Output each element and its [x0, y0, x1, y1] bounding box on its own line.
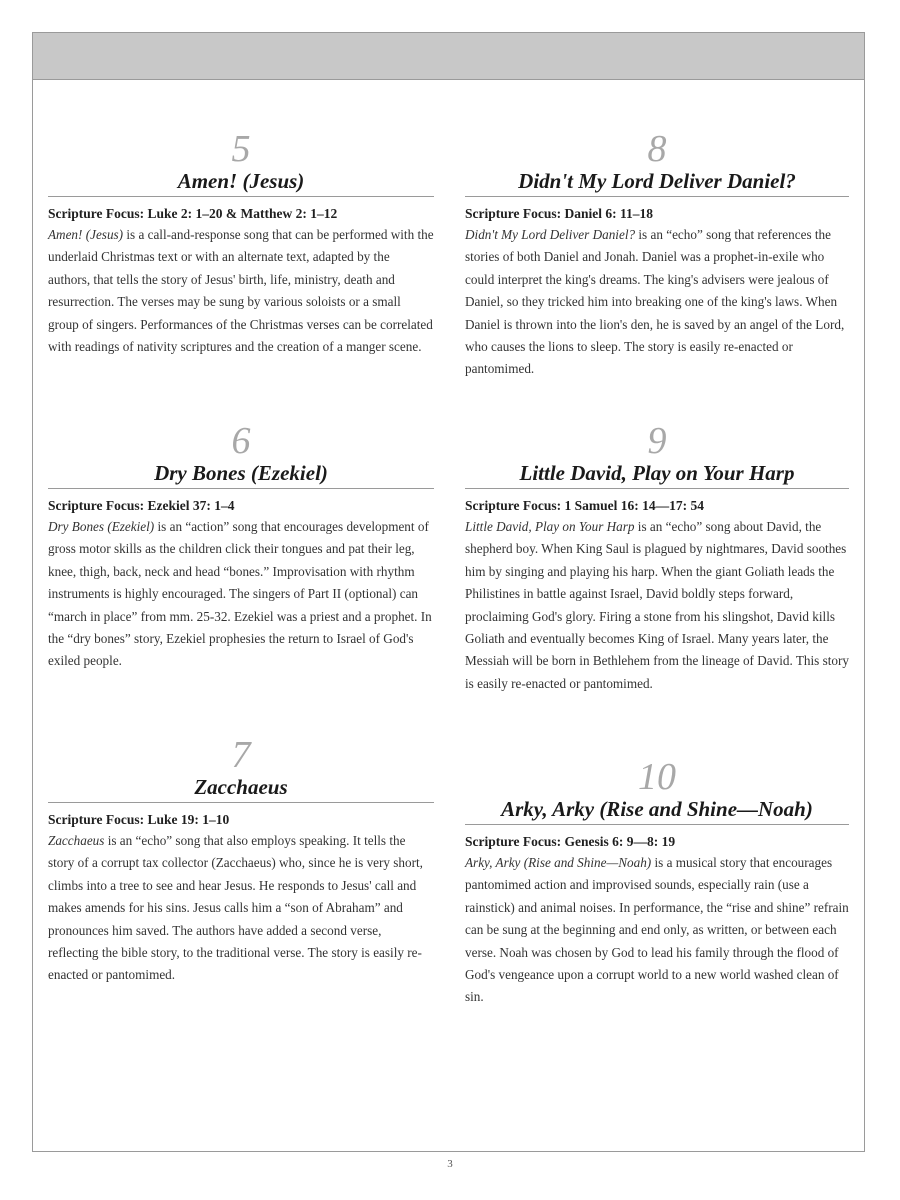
section-5 — [48, 130, 434, 358]
section-6 — [48, 422, 434, 673]
section-title: Zacchaeus — [48, 774, 434, 803]
section-number: 5 — [231, 128, 251, 170]
section-description — [465, 224, 849, 381]
section-number: 7 — [231, 734, 251, 776]
description-text: is an “echo” song that also employs speaking. It tells the story of a corrupt tax collector (Zacchaeus) who, since he is very short, climbs into a tree to see and hear Jesus. He responds to Jesus' call and makes amends for his sins. Jesus calls him a “son of Abraham” and pronounces him saved. The authors have added a second verse, reflecting the bible story, to the traditional verse. The story is easily re-enacted or pantomimed. — [48, 833, 423, 983]
scripture-focus: Scripture Focus: Genesis 6: 9—8: 19 — [465, 834, 676, 849]
section-number: 10 — [638, 756, 676, 798]
song-title-inline: Amen! (Jesus) — [48, 227, 124, 242]
description-text: is an “echo” song that references the stories of both Daniel and Jonah. Daniel was a prophet-in-exile who could interpret the king's dreams. The king's advisers were jealous of Daniel, so they tricked him into breaking one of the king's laws. When Daniel is thrown into the lion's den, he is saved by an angel of the Lord, who causes the lions to sleep. The story is easily re-enacted or pantomimed. — [465, 227, 845, 377]
section-description — [48, 224, 434, 358]
section-7 — [48, 736, 434, 987]
page-number: 3 — [447, 1158, 453, 1170]
section-description — [465, 852, 849, 1009]
scripture-focus: Scripture Focus: Daniel 6: 11–18 — [465, 206, 653, 221]
section-number: 6 — [231, 420, 251, 462]
section-number: 8 — [647, 128, 667, 170]
section-description — [465, 516, 849, 695]
section-title: Didn't My Lord Deliver Daniel? — [465, 168, 849, 197]
header-bar — [33, 33, 864, 80]
section-title: Amen! (Jesus) — [48, 168, 434, 197]
section-9 — [465, 422, 849, 695]
description-text: is an “echo” song about David, the shepherd boy. When King Saul is plagued by nightmares, David soothes him by singing and playing his harp. When the giant Goliath leads the Philistines in battle against Israel, David boldly steps forward, proclaiming God's glory. Firing a stone from his slingshot, David kills Goliath and eventually becomes King of Israel. Many years later, the Messiah will be born in Bethlehem from the lineage of David. This story is easily re-enacted or pantomimed. — [465, 519, 849, 691]
section-description — [48, 516, 434, 673]
description-text: is an “action” song that encourages development of gross motor skills as the children click their tongues and pat their leg, knee, thigh, back, neck and head “bones.” Improvisation with rhythm instruments is highly encouraged. The singers of Part II (optional) can “march in place” from mm. 25-32. Ezekiel was a priest and a prophet. In the “dry bones” story, Ezekiel prophesies the return to Israel of God's exiled people. — [48, 519, 432, 669]
song-title-inline: Dry Bones (Ezekiel) — [48, 519, 155, 534]
song-title-inline: Little David, Play on Your Harp — [465, 519, 635, 534]
song-title-inline: Zacchaeus — [48, 833, 105, 848]
section-8 — [465, 130, 849, 381]
section-title: Dry Bones (Ezekiel) — [48, 460, 434, 489]
scripture-focus: Scripture Focus: Luke 2: 1–20 & Matthew 2: 1–12 — [48, 206, 338, 221]
song-title-inline: Didn't My Lord Deliver Daniel? — [465, 227, 636, 242]
section-title: Little David, Play on Your Harp — [465, 460, 849, 489]
section-number: 9 — [647, 420, 667, 462]
song-title-inline: Arky, Arky (Rise and Shine—Noah) — [465, 855, 652, 870]
section-10 — [465, 758, 849, 1009]
section-description — [48, 830, 434, 987]
scripture-focus: Scripture Focus: 1 Samuel 16: 14—17: 54 — [465, 498, 704, 513]
scripture-focus: Scripture Focus: Ezekiel 37: 1–4 — [48, 498, 235, 513]
section-title: Arky, Arky (Rise and Shine—Noah) — [465, 796, 849, 825]
scripture-focus: Scripture Focus: Luke 19: 1–10 — [48, 812, 230, 827]
description-text: is a call-and-response song that can be performed with the underlaid Christmas text or with an alternate text, adapted by the authors, that tells the story of Jesus' birth, life, ministry, death and resurrection. The verses may be sung by various soloists or a small group of singers. Performances of the Christmas verses can be correlated with readings of nativity scriptures and the creation of a manger scene. — [48, 227, 434, 355]
description-text: is a musical story that encourages pantomimed action and improvised sounds, especially rain (use a rainstick) and animal noises. In performance, the “rise and shine” refrain can be sung at the beginning and end only, as written, or between each verse. Noah was chosen by God to lead his family through the flood of God's vengeance upon a corrupt world to a new world washed clean of sin. — [465, 855, 849, 1005]
